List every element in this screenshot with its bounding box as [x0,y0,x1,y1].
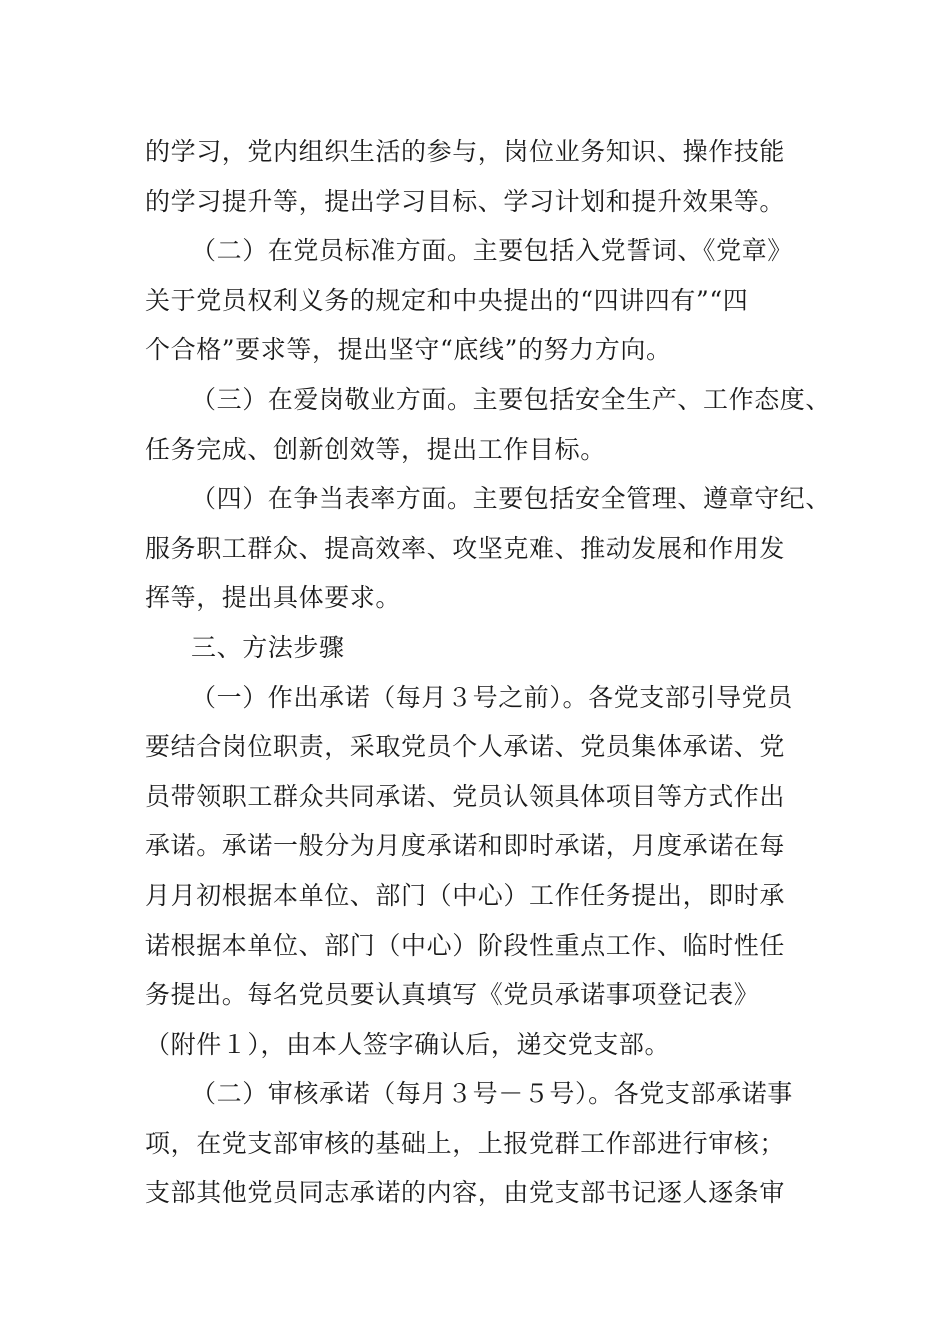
paragraph-line: （附件１），由本人签字确认后，递交党支部。 [145,1029,671,1059]
paragraph-line: 项，在党支部审核的基础上，上报党群工作部进行审核； [145,1128,786,1158]
paragraph-line: （一）作出承诺（每月３号之前）。各党支部引导党员 [191,682,793,712]
paragraph-line: 月月初根据本单位、部门（中心）工作任务提出，即时承 [145,880,786,910]
paragraph-line: 的学习，党内组织生活的参与，岗位业务知识、操作技能 [145,137,786,166]
paragraph-line: 支部其他党员同志承诺的内容，由党支部书记逐人逐条审 [145,1178,786,1208]
paragraph-line: （三）在爱岗敬业方面。主要包括安全生产、工作态度、 [191,384,832,414]
paragraph-line: 任务完成、创新创效等，提出工作目标。 [145,434,606,464]
paragraph-line: 关于党员权利义务的规定和中央提出的“四讲四有”“四 [145,285,749,315]
paragraph-line: 挥等，提出具体要求。 [145,583,402,613]
paragraph-line: 务提出。每名党员要认真填写《党员承诺事项登记表》 [145,980,760,1010]
paragraph-line: （二）审核承诺（每月３号－５号）。各党支部承诺事 [191,1079,793,1109]
paragraph-line: （四）在争当表率方面。主要包括安全管理、遵章守纪、 [191,484,832,514]
paragraph-line: 员带领职工群众共同承诺、党员认领具体项目等方式作出 [145,781,786,811]
document-body [145,127,832,1218]
paragraph-line: （二）在党员标准方面。主要包括入党誓词、《党章》 [191,236,793,266]
paragraph-line: 个合格”要求等，提出坚守“底线”的努力方向。 [145,335,672,365]
paragraph-line: 的学习提升等，提出学习目标、学习计划和提升效果等。 [145,186,786,216]
paragraph-line: 承诺。承诺一般分为月度承诺和即时承诺，月度承诺在每 [145,831,786,861]
paragraph-line: 要结合岗位职责，采取党员个人承诺、党员集体承诺、党 [145,732,786,762]
paragraph-line: 三、方法步骤 [191,632,345,662]
paragraph-line: 服务职工群众、提高效率、攻坚克难、推动发展和作用发 [145,533,786,563]
paragraph-line: 诺根据本单位、部门（中心）阶段性重点工作、临时性任 [145,930,786,960]
